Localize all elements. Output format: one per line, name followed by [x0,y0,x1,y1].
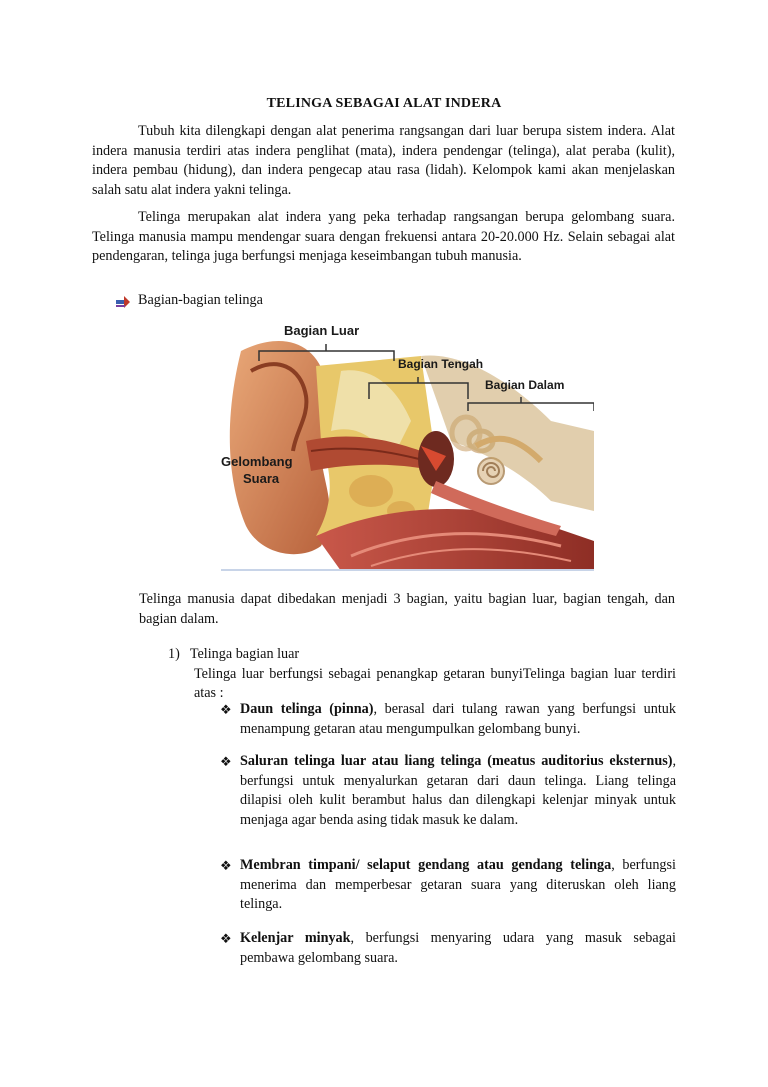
label-sound-wave-1: Gelombang [221,454,293,469]
section-label: Telinga bagian luar [189,646,300,662]
item-description: , berfungsi untuk menyalurkan getaran dari daun telinga. Liang telinga dilapisi oleh kulit berambut halus dan dilengkapi kelenjar minyak untuk menjaga agar benda asing tidak masuk ke dalam. [240,753,676,828]
diamond-bullet-icon: ❖ [220,754,232,769]
item-term: Saluran telinga luar atau liang telinga (meatus auditorius eksternus) [240,753,673,769]
label-outer-ear: Bagian Luar [284,323,360,338]
ear-parts-intro: Telinga manusia dapat dibedakan menjadi 3 bagian, yaitu bagian luar, bagian tengah, dan bagian dalam. [139,591,675,627]
item-description: , berfungsi menyaring udara yang masuk sebagai pembawa gelombang suara. [240,930,676,966]
list-item [220,929,676,968]
ear-anatomy-illustration [221,311,594,571]
item-term: Membran timpani/ selaput gendang atau gendang telinga [240,857,612,873]
bullet-heading-label: Bagian-bagian telinga [138,292,263,308]
list-item [220,752,676,830]
label-inner-ear: Bagian Dalam [485,378,565,392]
ear-anatomy-figure [221,311,594,571]
diamond-bullet-icon: ❖ [220,702,232,717]
section-body: Telinga luar berfungsi sebagai penangkap getaran bunyiTelinga bagian luar terdiri atas : [194,665,676,701]
label-sound-wave-2: Suara [243,471,280,486]
paragraph-ear-definition: Telinga merupakan alat indera yang peka terhadap rangsangan berupa gelombang suara. Telinga manusia mampu mendengar suara dengan frekuensi antara 20-20.000 Hz. Selain sebagai alat pendengaran, telinga juga berfungsi menjaga keseimbangan tubuh manusia. [92,209,675,264]
label-middle-ear: Bagian Tengah [398,357,484,371]
section-outer-ear [168,645,678,704]
document-title: TELINGA SEBAGAI ALAT INDERA [266,96,502,111]
diamond-bullet-icon: ❖ [220,931,232,946]
bullet-heading [116,291,263,311]
item-term: Kelenjar minyak [240,930,351,946]
item-description: , berfungsi menerima dan memperbesar getaran suara yang diteruskan oleh liang telinga. [240,857,676,912]
arrow-bullet-icon [116,295,130,307]
paragraph-intro-senses: Tubuh kita dilengkapi dengan alat penerima rangsangan dari luar berupa sistem indera. Alat indera manusia terdiri atas indera penglihat (mata), indera pendengar (telinga), alat peraba (kulit), indera pembau (hidung), dan indera pengecap atau rasa (lidah). Kelompok kami akan menjelaskan salah satu alat indera yakni telinga. [92,123,675,198]
section-number: 1) [168,646,180,662]
item-description: , berasal dari tulang rawan yang berfungsi untuk menampung getaran atau mengumpulkan gelombang bunyi. [240,701,676,737]
list-item [220,856,676,915]
diamond-bullet-icon: ❖ [220,858,232,873]
list-item [220,700,676,739]
item-term: Daun telinga (pinna) [240,701,374,717]
